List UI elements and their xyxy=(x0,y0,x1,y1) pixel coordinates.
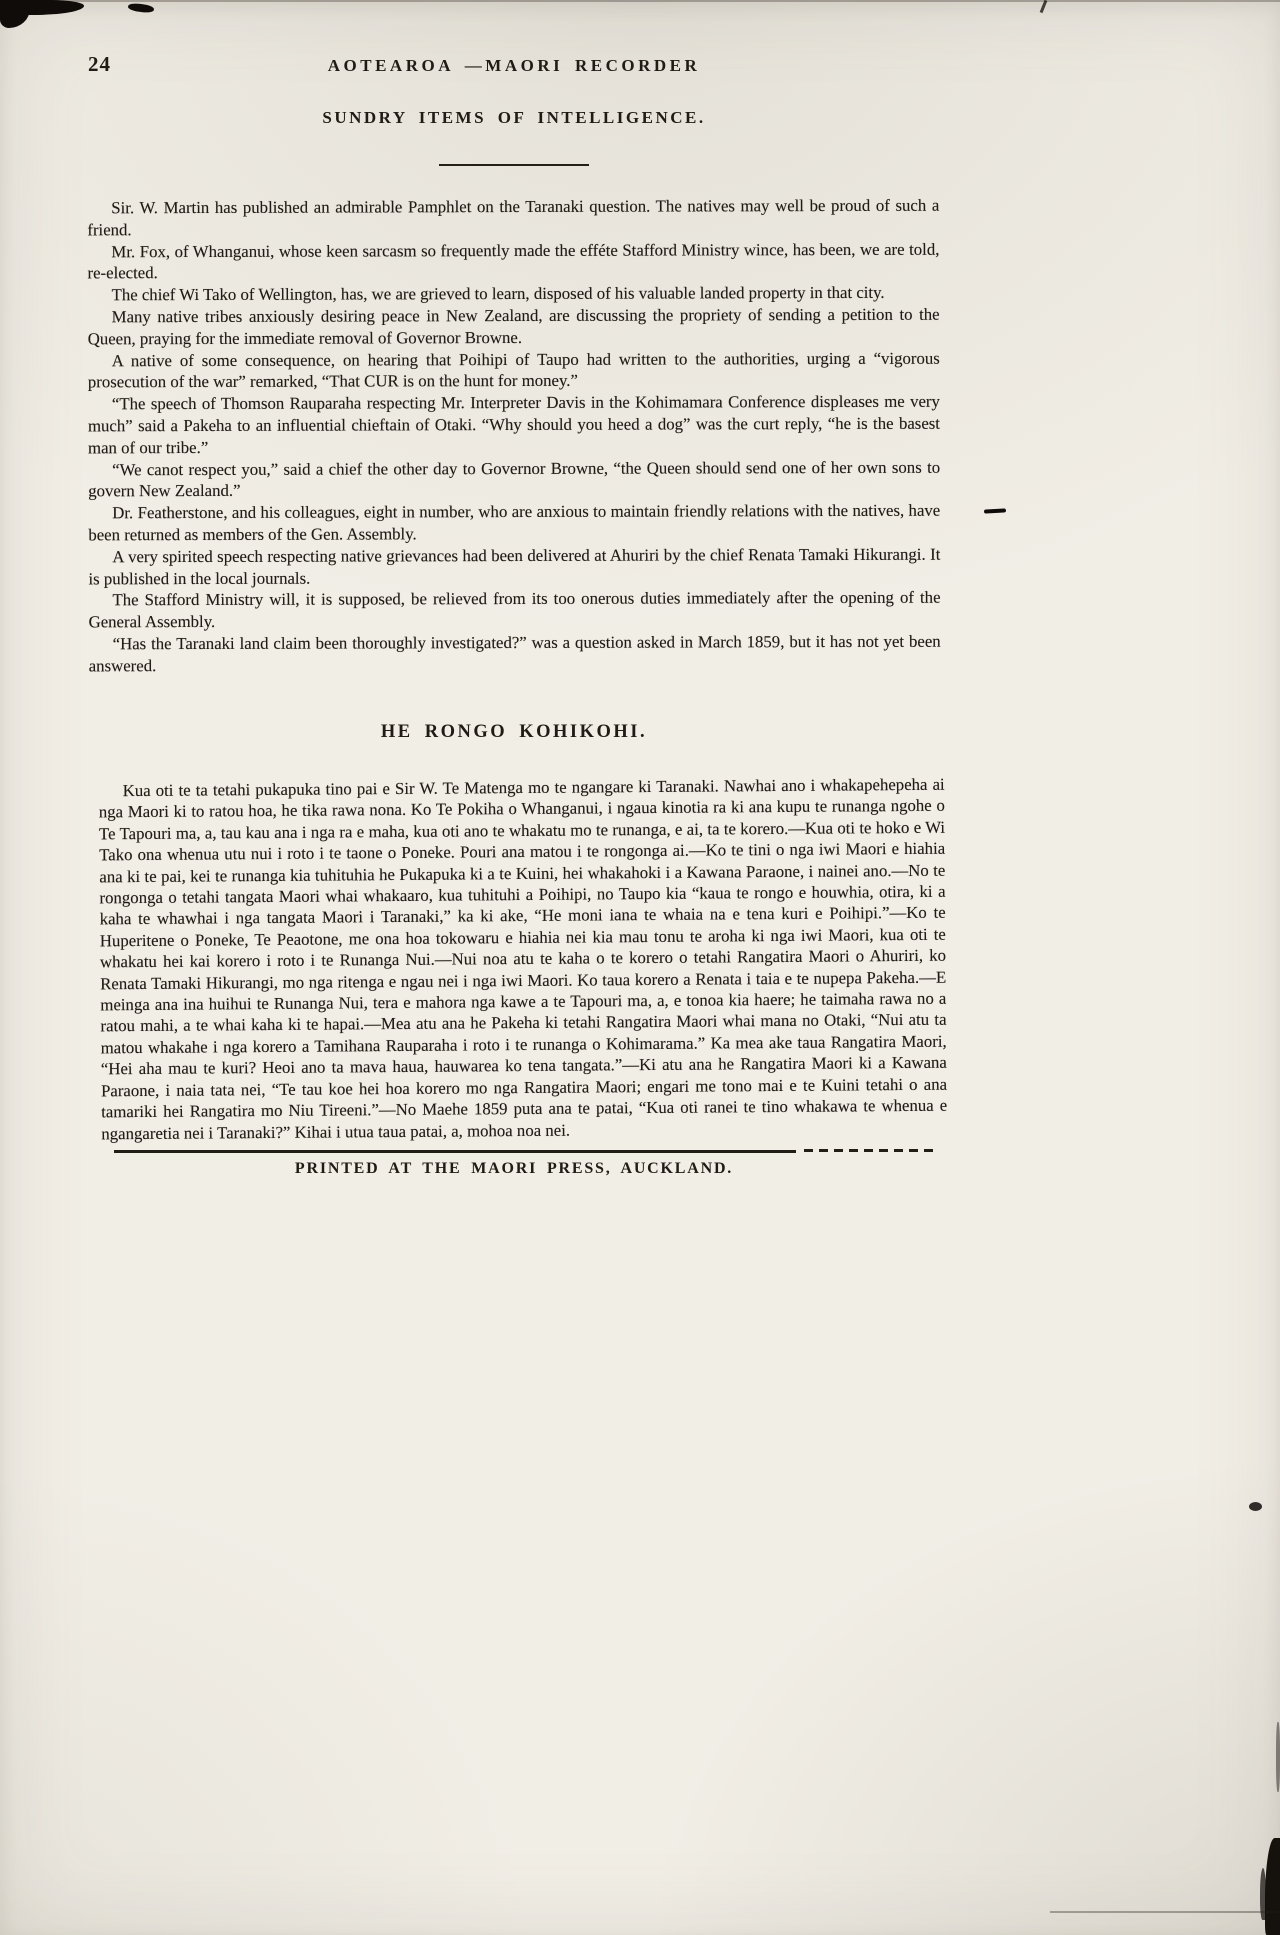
english-section xyxy=(87,195,941,677)
footer-rule-group xyxy=(114,1150,936,1153)
english-paragraph: “Has the Taranaki land claim been thoroughly investigated?” was a question asked in March 1859, but it has not yet been answered. xyxy=(88,631,941,676)
divider-rule xyxy=(439,164,589,166)
page-header xyxy=(88,0,940,82)
scan-crease-bottom-right xyxy=(1265,1838,1280,1935)
english-paragraph: Dr. Featherstone, and his colleagues, eight in number, who are anxious to maintain friendly relations with the natives, have been returned as members of the Gen. Assembly. xyxy=(88,500,941,545)
english-paragraph: The Stafford Ministry will, it is supposed, be relieved from its too onerous duties immediately after the opening of the General Assembly. xyxy=(88,588,941,632)
ink-dash-right-margin xyxy=(984,508,1006,513)
text-column xyxy=(87,0,948,1178)
ink-spot-right-edge xyxy=(1249,1502,1262,1511)
english-paragraph: Mr. Fox, of Whanganui, whose keen sarcasm so frequently made the efféte Stafford Ministry wince, has been, we are told, re-elected. xyxy=(87,239,940,283)
imprint-line: PRINTED AT THE MAORI PRESS, AUCKLAND. xyxy=(294,1160,734,1178)
footer-rule-dashed xyxy=(804,1149,936,1152)
page-number: 24 xyxy=(88,52,111,76)
maori-section xyxy=(99,773,948,1144)
english-paragraph: Sir. W. Martin has published an admirable Pamphlet on the Taranaki question. The natives may well be proud of such a friend. xyxy=(87,195,940,240)
footer-rule xyxy=(114,1150,796,1153)
section-title-maori: HE RONGO KOHIKOHI. xyxy=(380,721,648,742)
english-paragraph: Many native tribes anxiously desiring peace in New Zealand, are discussing the propriety of sending a petition to the Queen, praying for the immediate removal of Governor Browne. xyxy=(87,304,940,349)
english-paragraph: “We canot respect you,” said a chief the other day to Governor Browne, “the Queen should send one of her own sons to govern New Zealand.” xyxy=(88,457,941,501)
section-title-english: SUNDRY ITEMS OF INTELLIGENCE. xyxy=(322,108,706,127)
maori-paragraph: Kua oti te ta tetahi pukapuka tino pai e Sir W. Te Matenga mo te ngangare ki Taranaki. Nawhai ano i whakapehepeha ai nga Maori ki to ratou hoa, he tika rawa nona. Ko Te Pokiha o Whanganui, i ngaua kinotia ra ki ana kupu te runanga ngohe o Te Tapouri ma, a, tau kau ana i nga ra e maha, kua oti ano te whakatu mo te runanga, e ai, ta te korero.—Kua oti te hoko e Wi Tako ona whenua utu nui i roto i te taone o Poneke. Pouri ana matou i te rongonga ai.—Ko te tini o nga iwi Maori e hiahia ana ki te pai, kei te runanga kia tuhituhia he Pukapuka ki a te Kuini, hei whakahoki i a Kawana Paraone, i nainei ano.—No te rongonga o tetahi tangata Maori whai whakaaro, kua tuhituhi a Poihipi, no Taupo kia “kaua te rongo e houwhia, otira, ki a kaha te whawhai i nga tangata Maori i Taranaki,” ka ki ake, “He moni iana te whaia na e tena kuri e Poihipi.”—Ko te Huperitene o Poneke, Te Peaotone, me ona hoa tokowaru e hiahia nei kia mau tonu te aroha ki nga iwi Maori, kua oti te whakatu hei kai korero i roto i te Runanga Nui.—Nui noa atu te kaha o te korero o tetahi Rangatira Maori o Ahuriri, ko Renata Tamaki Hikurangi, mo nga ritenga e ngau nei i nga iwi Maori. Ko taua korero a Renata i taia e te nupepa Pakeha.—E meinga ana ina huihui te Runanga Nui, tera e mahora nga kawe a te Tapouri ma, a, e tonoa kia haere; he taimaha rawa no a ratou mahi, a te whai kaha ki te hapai.—Mea atu ana he Pakeha ki tetahi Rangatira Maori whai mana no Otaki, “Nui atu ta matou whakahe i nga korero a Tamihana Rauparaha i roto i te runanga o Kohimarama.” Ka mea ake taua Rangatira Maori, “Hei aha mau te kuri? Heoi ano ta mava haua, hauwarea ko tena tangata.”—Ki atu ana he Rangatira Maori ki a Kawana Paraone, i naia tata nei, “Te tau koe hei hoa korero mo nga Rangatira Maori; engari me tono mai e te Kuini tetahi o ana tamariki hei Rangatira mo Niu Tireeni.”—No Maehe 1859 puta ana te patai, “Kua oti ranei te tino whakawa te whenua e ngangaretia nei i Taranaki?” Kihai i utua taua patai, a, mohoa noa nei. xyxy=(98,774,948,1143)
journal-title: AOTEAROA —MAORI RECORDER xyxy=(327,56,701,75)
english-paragraph: A native of some consequence, on hearing that Poihipi of Taupo had written to the authorities, urging a “vigorous prosecution of the war” remarked, “That CUR is on the hunt for money.” xyxy=(87,348,940,392)
scan-shadow-right-edge xyxy=(1276,1722,1280,1792)
english-paragraph: The chief Wi Tako of Wellington, has, we are grieved to learn, disposed of his valuable landed property in that city. xyxy=(111,283,885,305)
english-paragraph: “The speech of Thomson Rauparaha respecting Mr. Interpreter Davis in the Kohimamara Conference displeases me very much” said a Pakeha to an influential chieftain of Otaki. “Why should you heed a dog” was the curt reply, “he is the basest man of our tribe.” xyxy=(87,391,940,458)
ink-blot-top-left-corner xyxy=(0,0,30,28)
scan-line-bottom xyxy=(1050,1911,1280,1913)
english-paragraph: A very spirited speech respecting native grievances had been delivered at Ahuriri by the chief Renata Tamaki Hikurangi. It is published in the local journals. xyxy=(88,544,941,588)
scan-edge-line-top xyxy=(0,0,1280,2)
